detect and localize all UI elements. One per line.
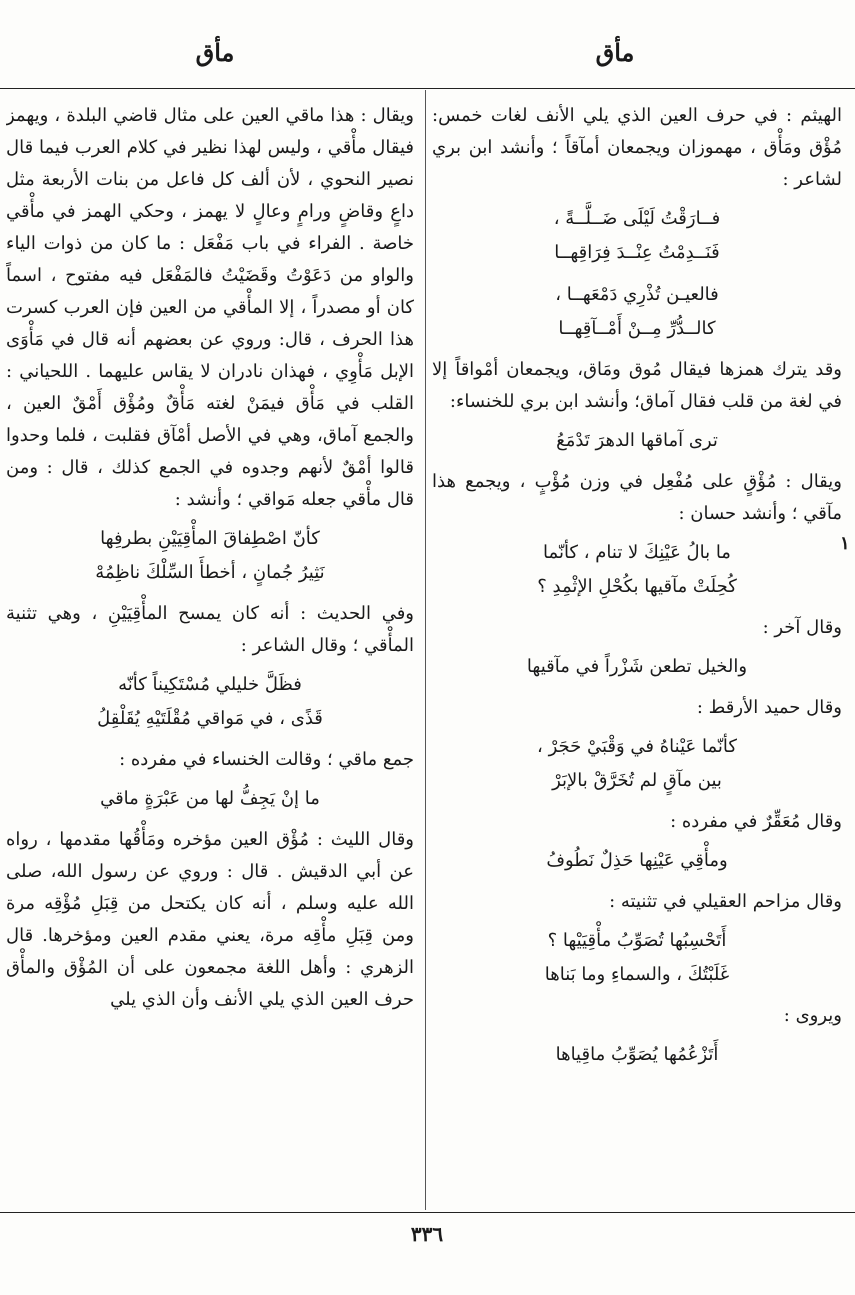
verse-line: بين مآقٍ لم تُخَرَّقْ بالإبَرْ (552, 770, 722, 791)
verse (6, 782, 414, 816)
verse-line: كُحِلَتْ مآقيها بكُحْلِ الإثْمِدِ ؟ (537, 576, 737, 597)
verse-line: أَتَزْعُمُها يُصَوِّبُ ماقِياها (555, 1044, 719, 1065)
verse (432, 1038, 842, 1072)
verse-line: فــارَقْتُ لَيْلَى ضَــلَّــةً ، (553, 208, 721, 229)
left-column (6, 100, 414, 1200)
verse (6, 668, 414, 736)
bottom-rule (0, 1212, 855, 1213)
verse-line: قَذًى ، في مَواقي مُقْلَتَيْهِ يُقَلْقِلُ (97, 708, 323, 729)
verse-line: غَلَبْتُكَ ، والسماءِ وما بَناها (544, 964, 730, 985)
right-column (432, 100, 842, 1200)
verse (432, 924, 842, 992)
verse-line: فالعيـن تُذْرِي دَمْعَهــا ، (555, 284, 719, 305)
verse-line: ومأْقِي عَيْنِها حَذِلٌ نَطُوفُ (546, 850, 728, 871)
paragraph: الهيثم : في حرف العين الذي يلي الأنف لغات خمس: مُؤْق ومَأْق ، مهموزان ويجمعان أمآقاً ؛ وأنشد ابن بري لشاعر : (432, 105, 842, 190)
column-divider (425, 90, 426, 1210)
paragraph: وقال الليث : مُؤْق العين مؤخره ومَأْقُها مقدمها ، رواه عن أبي الدقيش . قال : وروي عن رسول الله، صلى الله عليه وسلم ، أنه كان يكتحل من قِبَلِ مُؤْقِه مرة ومن قِبَلِ مأْقِه مرة، يعني مقدم العين ومؤخرها. قال الزهري : وأهل اللغة مجمعون على أن المُؤْق والمأْق حرف العين الذي يلي الأنف وأن الذي يلي (6, 829, 414, 1010)
paragraph: ويقال : مُؤْقٍ على مُفْعِل في وزن مُؤْبٍ ، ويجمع هذا مآقي ؛ وأنشد حسان : (432, 471, 842, 524)
running-head-left: مأق (195, 38, 235, 67)
paragraph: وقال حميد الأرقط : (696, 697, 842, 718)
verse-line: ما بالُ عَيْنِكَ لا تنام ، كأنّما (543, 542, 731, 563)
verse (432, 650, 842, 684)
verse-line: فَنَــدِمْتُ عِنْــدَ فِرَاقِهــا (554, 242, 720, 263)
verse-line: ترى آماقها الدهرَ تَدْمَعُ (556, 430, 718, 451)
running-head-right: مأق (595, 38, 635, 67)
page-number: ٣٣٦ (410, 1222, 444, 1246)
verse-line: والخيل تطعن شَزْراً في مآقيها (526, 656, 748, 677)
verse-line: نَثِيرُ جُمانٍ ، أخطأَ السِّلْكَ ناظِمُهْ (95, 562, 325, 583)
paragraph: ويقال : هذا ماقي العين على مثال قاضي البلدة ، ويهمز فيقال مأْقي ، وليس لهذا نظير في كلام العرب فيما قال نصير النحوي ، لأن ألف كل فاعل من بنات الأربعة مثل داعٍ وقاضٍ ورامٍ وعالٍ لا يهمز ، وحكي الهمز في مأْقي خاصة . الفراء في باب مَفْعَل : ما كان من ذوات الياء والواو من دَعَوْتُ وقَضَيْتُ فالمَفْعَل فيه مفتوح ، اسماً كان أو مصدراً ، إلا المأْقي من العين فإن العرب كسرت هذا الحرف ، قال: وروي عن بعضهم أنه قال في مَأْوَى الإبل مَأْوِي ، فهذان نادران لا يقاس عليهما . اللحياني : القلب في مَأْق فيمَنْ لغته مَأْقٌ ومُؤْق أَمْقٌ العين ، والجمع آماق، وهي في الأصل أمْآق فقلبت ، فلما وحدوا قالوا أمْقٌ لأنهم وجدوه في الجمع كذلك ، قال : ومن قال مأْقي جعله مَواقي ؛ وأنشد : (6, 105, 414, 510)
paragraph: وقال مزاحم العقيلي في تثنيته : (609, 891, 842, 912)
margin-number: ١ (840, 533, 850, 554)
verse-line: كالــدُّرِّ مِــنْ أَمْــآقِهــا (558, 318, 716, 339)
paragraph: وقال آخر : (762, 617, 842, 638)
verse (6, 522, 414, 590)
verse-line: فظَلَّ خليلي مُسْتَكِيناً كأنّه (118, 674, 302, 695)
verse-line: كأنّما عَيْناهُ في وَقْبَيْ حَجَرْ ، (537, 736, 737, 757)
verse-line: أَتَحْسِبُها تُصَوِّبُ مأْقِيَيْها ؟ (547, 930, 727, 951)
verse (432, 730, 842, 798)
verse-line: ما إنْ يَجِفُّ لها من عَبْرَةٍ ماقي (100, 788, 320, 809)
paragraph: ويروى : (783, 1005, 842, 1026)
verse (432, 424, 842, 458)
top-rule (0, 88, 855, 89)
verse-line: كأنّ اصْطِفاقَ المأْقِيَيْنِ بطرفِها (100, 528, 320, 549)
verse (432, 536, 842, 604)
paragraph: وفي الحديث : أنه كان يمسح المأْقِيَيْنِ ، وهي تثنية المأْقي ؛ وقال الشاعر : (6, 603, 414, 656)
paragraph: وقد يترك همزها فيقال مُوق ومَاق، ويجمعان أمْواقاً إلا في لغة من قلب فقال آماق؛ وأنشد ابن بري للخنساء: (432, 359, 842, 412)
verse (432, 202, 842, 270)
verse (432, 844, 842, 878)
verse (432, 278, 842, 346)
paragraph: جمع ماقي ؛ وقالت الخنساء في مفرده : (119, 749, 414, 770)
paragraph: وقال مُعَقِّرٌ في مفرده : (670, 811, 842, 832)
